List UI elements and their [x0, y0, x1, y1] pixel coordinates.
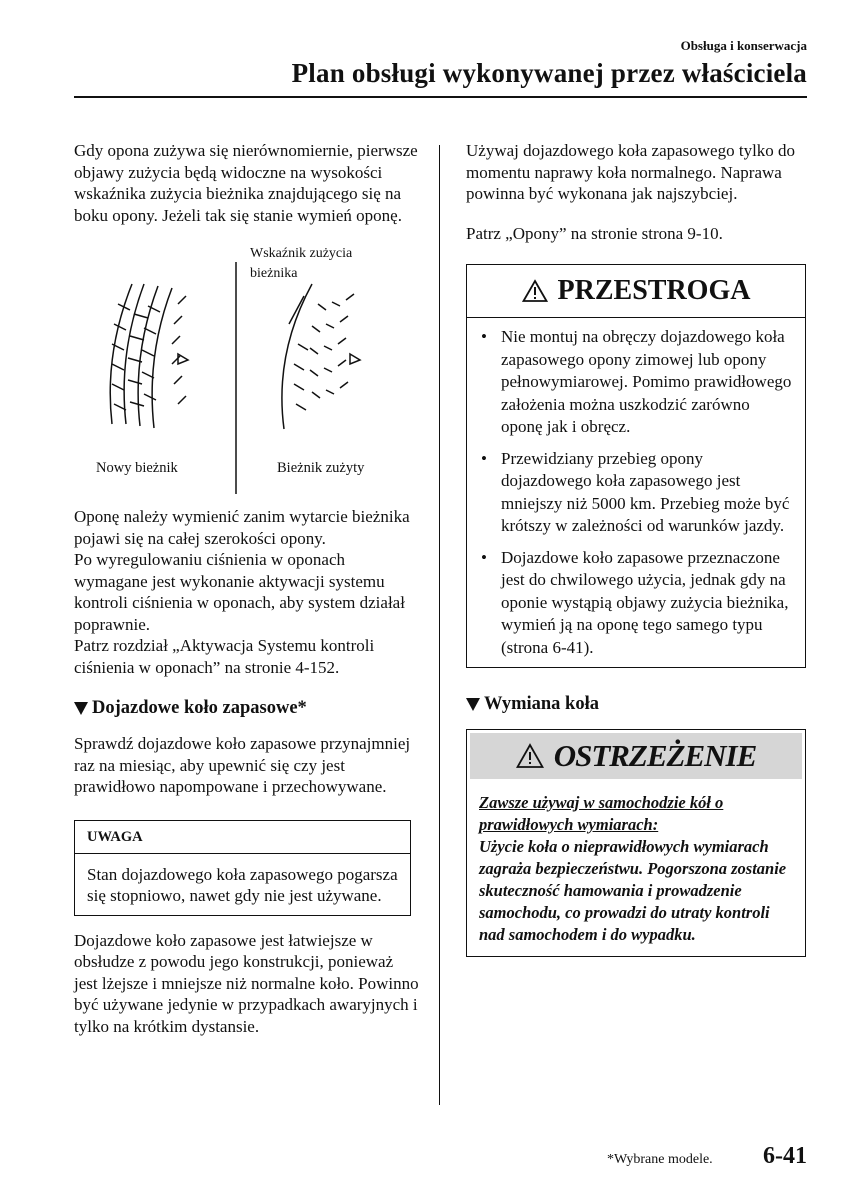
section-name: Obsługa i konserwacja [680, 38, 807, 53]
note-title: UWAGA [75, 821, 410, 854]
wheel-change-heading [466, 694, 806, 715]
replace-paragraph: Oponę należy wymienić zanim wytarcie bieżnika pojawi się na całej szerokości opony. [74, 507, 410, 548]
warning-header [470, 733, 802, 779]
warning-triangle-icon [522, 279, 548, 303]
intro-paragraph: Gdy opona zużywa się nierównomiernie, pierwsze objawy zużycia będą widoczne na wysokości wskaźnika zużycia bieżnika znajdującego się na boku opony. Jeżeli tak się stanie wymień oponę. [74, 141, 418, 225]
warning-box [466, 729, 806, 957]
caution-header [467, 265, 805, 318]
caution-item [481, 547, 795, 660]
tpms-paragraph: Po wyregulowaniu ciśnienia w oponach wymagane jest wykonanie aktywacji systemu kontroli ciśnienia w oponach, aby system działał poprawnie. [74, 550, 405, 634]
callout-line-1: Wskaźnik zużycia [250, 246, 353, 261]
note-box [74, 820, 411, 916]
new-tread-label: Nowy bieżnik [96, 460, 178, 476]
spare-closing-paragraph: Dojazdowe koło zapasowe jest łatwiejsze w obsłudze z powodu jego konstrukcji, ponieważ jest lżejsze i mniejsze niż normalne koło. Powinno być używane jedynie w przypadkach awaryjnych i tylko na krótkim dystansie. [74, 930, 419, 1036]
tread-illustration [74, 244, 419, 494]
footnote: *Wybrane modele. [607, 1152, 713, 1167]
bullet-icon: • [481, 327, 487, 346]
wear-indicator-callout [250, 244, 352, 284]
left-column [74, 140, 419, 1037]
warning-triangle-icon [516, 743, 544, 769]
callout-line-2: bieżnika [250, 266, 298, 281]
tread-wear-figure [74, 244, 419, 494]
spare-wheel-heading-text: Dojazdowe koło zapasowe* [92, 698, 307, 718]
triangle-down-icon [74, 702, 88, 715]
caution-item-text: Dojazdowe koło zapasowe przeznaczone jest do chwilowego użycia, jednak gdy na oponie wystąpią objawy zużycia bieżnika, wymień ją na oponę tego samego typu (strona 6-41). [501, 547, 789, 657]
tires-reference: Patrz „Opony” na stronie strona 9-10. [466, 223, 723, 243]
right-column [466, 140, 806, 957]
caution-item-text: Przewidziany przebieg opony dojazdowego koła zapasowego jest mniejszy niż 5000 km. Przebieg może być krótszy w zależności od warunków jazdy. [501, 448, 790, 535]
wheel-change-heading-text: Wymiana koła [484, 694, 599, 714]
warning-body [467, 782, 805, 956]
triangle-down-icon [466, 698, 480, 711]
warning-text: Użycie koła o nieprawidłowych wymiarach zagraża bezpieczeństwu. Pogorszona zostanie skuteczność hamowania i prowadzenie samochodu, co prowadzi do utraty kontroli nad samochodem i do wypadku. [479, 837, 787, 944]
caution-item [481, 326, 795, 439]
caution-item [481, 448, 795, 538]
worn-tread-label: Bieżnik zużyty [277, 460, 365, 476]
spare-wheel-heading [74, 698, 419, 719]
right-intro-paragraph: Używaj dojazdowego koła zapasowego tylko do momentu naprawy koła normalnego. Naprawa powinna być wykonana jak najszybciej. [466, 141, 796, 203]
tpms-reference: Patrz rozdział „Aktywacja Systemu kontroli ciśnienia w oponach” na stronie 4-152. [74, 636, 375, 677]
caution-item-text: Nie montuj na obręczy dojazdowego koła zapasowego opony zimowej lub opony pełnowymiarowej. Pomimo prawidłowego założenia można uszkodzić zarówno oponę jak i obręcz. [501, 327, 792, 436]
caution-list [467, 318, 805, 667]
caution-box [466, 264, 806, 668]
spare-check-paragraph: Sprawdź dojazdowe koło zapasowe przynajmniej raz na miesiąc, aby upewnić się czy jest prawidłowo napompowane i przechowywane. [74, 734, 411, 796]
page-title: Plan obsługi wykonywanej przez właściciela [291, 58, 807, 88]
warning-lead: Zawsze używaj w samochodzie kół o prawidłowych wymiarach: [479, 793, 724, 834]
bullet-icon: • [481, 448, 487, 468]
note-text: Stan dojazdowego koła zapasowego pogarsza się stopniowo, nawet gdy nie jest używane. [87, 864, 398, 905]
caution-title: PRZESTROGA [557, 275, 751, 306]
warning-title: OSTRZEŻENIE [553, 738, 757, 773]
page-number: 6-41 [763, 1143, 807, 1169]
column-divider [439, 145, 440, 1105]
bullet-icon: • [481, 547, 487, 567]
header-rule [74, 96, 807, 98]
